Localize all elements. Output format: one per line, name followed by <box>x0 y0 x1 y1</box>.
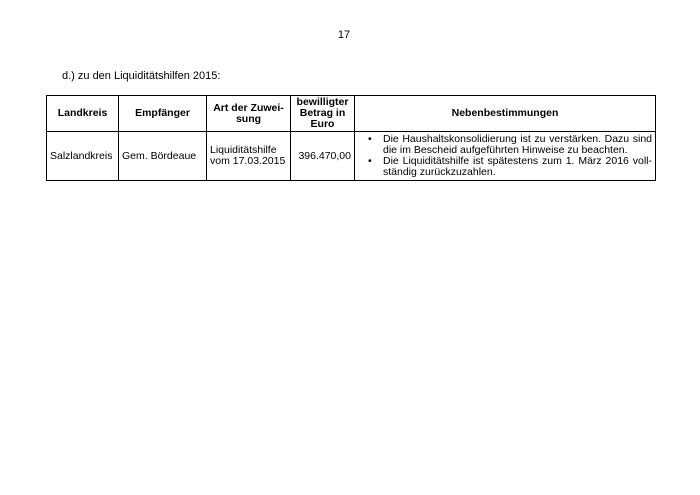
section-heading: d.) zu den Liquiditätshilfen 2015: <box>62 70 221 82</box>
liquidity-aid-table <box>46 95 656 181</box>
header-nebenbestimmungen: Nebenbestimmungen <box>355 96 656 132</box>
header-bewilligter-betrag: bewilligter Betrag in Euro <box>291 96 355 132</box>
header-landkreis: Landkreis <box>47 96 119 132</box>
list-item-text: Die Liquiditätshilfe ist spätestens zum 1. März 2016 voll-ständig zurückzuzahlen. <box>383 155 652 178</box>
cell-art-der-zuweisung: Liquiditätshilfe vom 17.03.2015 <box>207 132 291 181</box>
bullet-icon: • <box>368 133 372 145</box>
table-header-row <box>47 96 656 132</box>
bullet-icon: • <box>368 155 372 167</box>
table-row <box>47 132 656 181</box>
header-empfaenger: Empfänger <box>119 96 207 132</box>
header-art-der-zuweisung: Art der Zuwei-sung <box>207 96 291 132</box>
nebenbestimmungen-list <box>358 134 652 178</box>
cell-landkreis: Salzlandkreis <box>47 132 119 181</box>
list-item-text: Die Haushaltskonsolidierung ist zu verstärken. Dazu sind die im Bescheid aufgeführten Hinweise zu beachten. <box>383 133 652 156</box>
cell-bewilligter-betrag: 396.470,00 <box>291 132 355 181</box>
page-number: 17 <box>337 29 351 41</box>
cell-empfaenger: Gem. Bördeaue <box>119 132 207 181</box>
list-item <box>358 156 652 178</box>
list-item <box>358 134 652 156</box>
cell-nebenbestimmungen <box>355 132 656 181</box>
